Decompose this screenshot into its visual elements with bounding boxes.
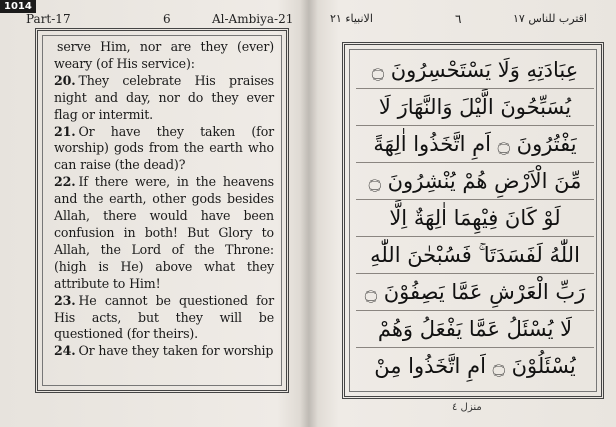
- arabic-line-9: يُسْئَلُوْنَ ۝ اَمِ اتَّخَذُوا مِنْ: [374, 354, 576, 378]
- book-gutter: [300, 0, 318, 427]
- verse-number: 24.: [54, 343, 76, 359]
- verse-line: serve Him, nor are they (ever) weary (of His service):: [54, 39, 274, 71]
- page-badge: 1014: [0, 0, 36, 13]
- translation-text: [54, 39, 274, 360]
- verse-text: He cannot be questioned for His acts, but they will be questioned (for theirs).: [54, 292, 274, 342]
- verse-text: Or have they taken for worship: [78, 343, 274, 359]
- verse-text: They celebrate His praises night and day, nor do they ever flag or intermit.: [54, 72, 274, 122]
- arabic-line-1: عِبَادَتِهِ وَلَا يَسْتَحْسِرُونَ ۝: [356, 52, 594, 89]
- arabic-line-2: يُسَبِّحُونَ الَّيْلَ وَالنَّهَارَ لَا: [356, 89, 594, 126]
- verse-22: [54, 174, 274, 292]
- verse-number: 22.: [54, 174, 76, 190]
- verse-24: [54, 343, 274, 360]
- verse-text: Or have they taken (for worship) gods from the earth who can raise (the dead)?: [54, 123, 274, 173]
- left-header-surah: Al-Ambiya-21: [212, 12, 294, 26]
- arabic-line-8: لَا يُسْئَلُ عَمَّا يَفْعَلُ وَهُمْ: [356, 311, 594, 348]
- left-header-part: Part-17: [26, 12, 71, 26]
- right-header-page-number: ٦: [455, 12, 462, 26]
- right-footer-manzil: منزل ٤: [452, 402, 482, 413]
- arabic-line-4: مِّنَ الْاَرْضِ هُمْ يُنْشِرُونَ ۝: [356, 163, 594, 200]
- verse-20: [54, 73, 274, 124]
- right-header-surah: الانبياء ٢١: [330, 12, 373, 25]
- verse-23: [54, 293, 274, 344]
- arabic-line-7: رَبِّ الْعَرْشِ عَمَّا يَصِفُوْنَ ۝: [356, 274, 594, 311]
- arabic-line-5: لَوْ كَانَ فِيْهِمَا اٰلِهَةٌ اِلَّا: [356, 200, 594, 237]
- right-header-part: اقترب للناس ١٧: [513, 12, 587, 25]
- verse-number: 23.: [54, 292, 76, 308]
- verse-text: If there were, in the heavens and the earth, other gods besides Allah, there would have been confusion in both! But Glory to Allah, the Lord of the Throne: (high is He) above what they attribute to Him!: [54, 174, 274, 291]
- arabic-line-6: اللّٰهُ لَفَسَدَتَا ۚ فَسُبْحٰنَ اللّٰهِ: [356, 237, 594, 274]
- verse-number: 20.: [54, 72, 76, 88]
- left-header-page-number: 6: [163, 12, 171, 26]
- arabic-line-3: يَفْتُرُونَ ۝ اَمِ اتَّخَذُوا اٰلِهَةً: [356, 126, 594, 163]
- verse-number: 21.: [54, 123, 76, 139]
- verse-21: [54, 124, 274, 175]
